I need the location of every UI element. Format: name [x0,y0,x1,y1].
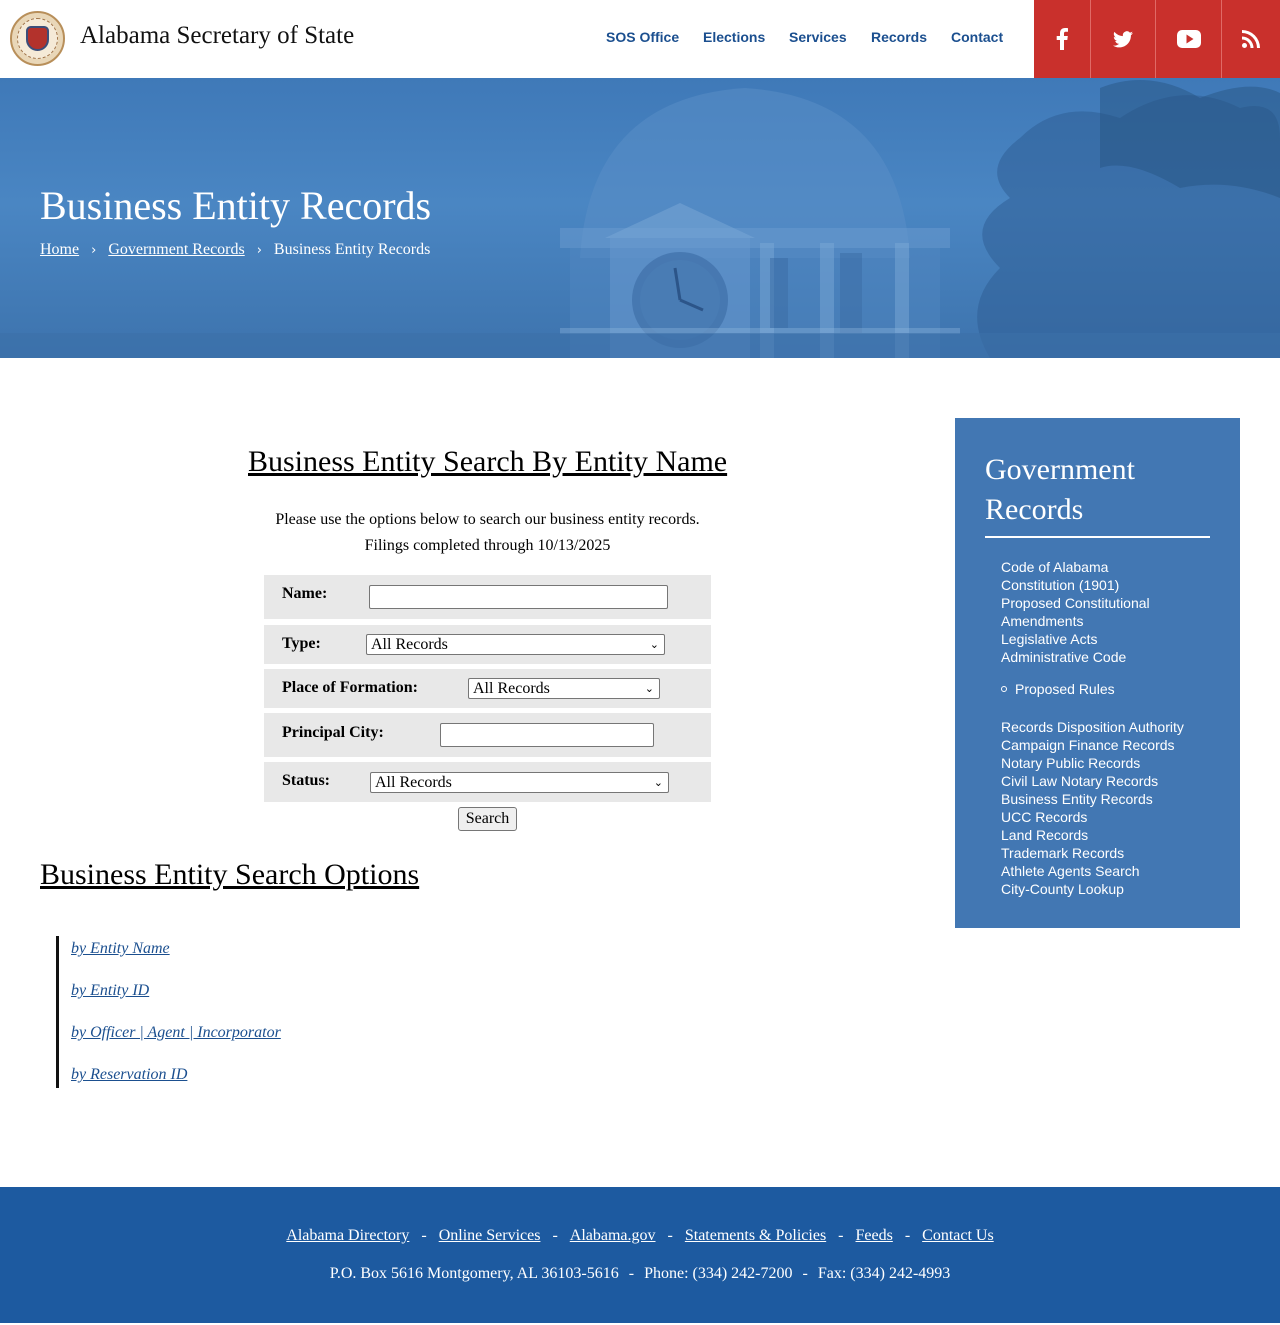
option-reservation-id-link[interactable]: by Reservation ID [71,1066,188,1083]
option-officer-agent-incorporator-link[interactable]: by Officer | Agent | Incorporator [71,1024,281,1041]
footer-link-alabama-directory[interactable]: Alabama Directory [286,1227,410,1244]
sidebar-link-legislative-acts[interactable]: Legislative Acts [1001,631,1098,647]
youtube-icon[interactable] [1156,0,1221,78]
site-footer [0,1187,1280,1323]
search-intro-text: Please use the options below to search our business entity records. [275,511,700,528]
page-title: Business Entity Records [40,183,432,228]
sidebar-link-campaign-finance[interactable]: Campaign Finance Records [1001,737,1175,753]
principal-city-label: Principal City: [282,724,384,741]
status-select-value: All Records [375,774,452,791]
sidebar-link-land-records[interactable]: Land Records [1001,827,1089,843]
formation-select[interactable] [468,678,660,699]
type-label: Type: [282,635,321,652]
breadcrumb [40,241,430,259]
status-label: Status: [282,772,331,789]
principal-city-row [264,713,711,757]
principal-city-input[interactable] [440,723,654,747]
sidebar-link-notary-public[interactable]: Notary Public Records [1001,755,1141,771]
search-button[interactable]: Search [458,807,517,831]
footer-link-alabama-gov[interactable]: Alabama.gov [569,1227,656,1244]
nav-contact[interactable]: Contact [951,29,1004,45]
rss-icon[interactable] [1222,0,1280,78]
sidebar-link-trademark-records[interactable]: Trademark Records [1001,845,1125,861]
sidebar-link-city-county-lookup[interactable]: City-County Lookup [1001,881,1124,897]
sidebar-link-records-disposition[interactable]: Records Disposition Authority [1001,719,1184,735]
sidebar-link-code-of-alabama[interactable]: Code of Alabama [1001,559,1109,575]
formation-row [264,669,711,708]
filings-date-text: Filings completed through 10/13/2025 [364,537,611,554]
sidebar-link-business-entity[interactable]: Business Entity Records [1001,791,1153,807]
name-row [264,575,711,619]
site-header [0,0,1280,78]
twitter-icon[interactable] [1091,0,1155,78]
status-select[interactable] [370,772,669,793]
footer-phone: Phone: (334) 242-7200 [644,1265,793,1282]
chevron-right-icon: › [256,243,262,258]
chevron-down-icon: ⌄ [649,638,659,651]
state-seal-logo[interactable] [10,11,65,66]
chevron-down-icon: ⌄ [653,776,663,789]
status-row [264,762,711,802]
breadcrumb-government-records-link[interactable]: Government Records [108,241,245,258]
footer-link-online-services[interactable]: Online Services [438,1227,541,1244]
name-label: Name: [282,585,328,602]
chevron-right-icon: › [91,243,97,258]
footer-contact-info: P.O. Box 5616 Montgomery, AL 36103-5616 - Phone: (334) 242-7200 - Fax: (334) 242-4993 [329,1265,951,1282]
nav-services[interactable]: Services [789,29,847,45]
type-row [264,625,711,664]
option-entity-name-link[interactable]: by Entity Name [71,940,170,957]
search-options-title: Business Entity Search Options [40,858,420,891]
site-title[interactable]: Alabama Secretary of State [80,22,355,49]
footer-address: P.O. Box 5616 Montgomery, AL 36103-5616 [329,1265,619,1282]
sidebar-title: Government Records [985,453,1135,526]
hero-banner [0,78,1280,358]
sidebar-link-administrative-code[interactable]: Administrative Code [1001,649,1127,665]
footer-fax: Fax: (334) 242-4993 [817,1265,951,1282]
sidebar-divider [985,536,1210,538]
type-select[interactable] [366,634,665,655]
breadcrumb-home-link[interactable]: Home [40,241,80,258]
nav-sos-office[interactable]: SOS Office [606,29,680,45]
search-options-list [56,936,316,1088]
sidebar-link-proposed-constitutional[interactable]: Proposed Constitutional [1001,595,1150,611]
footer-link-statements-policies[interactable]: Statements & Policies [684,1227,827,1244]
sidebar-link-athlete-agents[interactable]: Athlete Agents Search [1001,863,1140,879]
formation-select-value: All Records [473,680,550,697]
search-form-title: Business Entity Search By Entity Name [248,445,728,478]
type-select-value: All Records [371,636,448,653]
facebook-icon[interactable] [1034,0,1090,78]
nav-elections[interactable]: Elections [703,29,766,45]
seal-shield-icon [26,26,49,51]
circle-bullet-icon [1001,686,1007,692]
government-records-sidebar [955,418,1240,928]
sidebar-sub-item[interactable] [1001,681,1115,697]
sidebar-link-constitution[interactable]: Constitution (1901) [1001,577,1120,593]
nav-records[interactable]: Records [871,29,928,45]
footer-links: Alabama Directory - Online Services - Alabama.gov - Statements & Policies - Feeds - Contact Us [286,1227,994,1244]
name-input[interactable] [369,585,668,609]
sidebar-link-civil-law-notary[interactable]: Civil Law Notary Records [1001,773,1159,789]
chevron-down-icon: ⌄ [644,682,654,695]
formation-label: Place of Formation: [282,679,418,696]
breadcrumb-current: Business Entity Records [273,241,431,258]
footer-link-contact-us[interactable]: Contact Us [922,1227,994,1244]
sidebar-link-proposed-rules[interactable]: Proposed Rules [1015,681,1115,697]
sidebar-link-amendments[interactable]: Amendments [1001,613,1084,629]
social-links [1034,0,1280,78]
sidebar-link-ucc-records[interactable]: UCC Records [1001,809,1088,825]
footer-link-feeds[interactable]: Feeds [855,1227,893,1244]
option-entity-id-link[interactable]: by Entity ID [71,982,150,999]
